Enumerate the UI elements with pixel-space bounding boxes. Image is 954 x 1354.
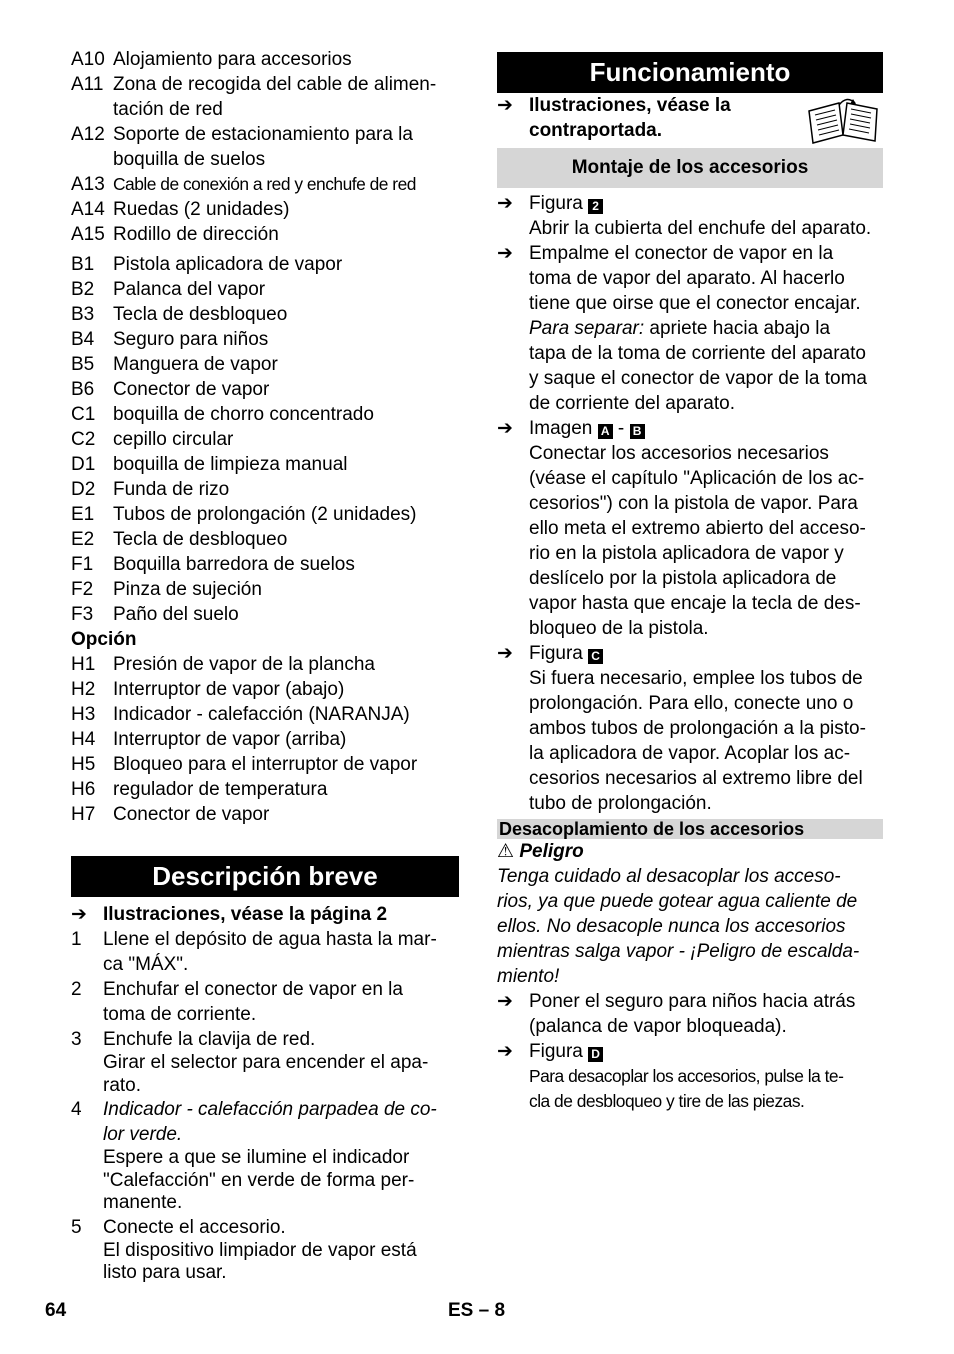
parts-row [71, 47, 459, 72]
option-heading: Opción [71, 629, 137, 650]
figure-ref-badge: A [598, 424, 613, 439]
part-code: B5 [71, 354, 95, 375]
empalme-item: ➔ Empalme el conector de vapor en la toma de vapor del aparato. Al hacerlo tiene que oirse que el conector encajar. Para separar: apriete hacia abajo la tapa de la toma de corriente del aparato y saque el conector de vapor de la toma de corriente del aparato. [497, 243, 867, 414]
part-code: D2 [71, 479, 96, 500]
parts-row [71, 452, 459, 477]
parts-row [71, 327, 459, 352]
part-text: Zona de recogida del cable de alimen- tación de red [113, 74, 437, 120]
step-item [71, 1097, 459, 1215]
parts-row [71, 352, 459, 377]
part-code: F2 [71, 579, 94, 600]
parts-row [71, 302, 459, 327]
imagen-item: ➔ Imagen A - B Conectar los accesorios necesarios (véase el capítulo "Aplicación de los ac- cesorios") con la pistola de vapor. Para ello meta el extremo abierto del acceso- rio en la pistola aplicadora de vapor y deslícelo por la pistola aplicadora de vapor hasta que encaje la tecla de des- bloqueo de la pistola. [497, 418, 866, 639]
step-number: 2 [71, 979, 82, 1000]
figure-ref-badge: B [630, 424, 645, 439]
parts-row [71, 222, 459, 247]
part-code: A15 [71, 224, 105, 245]
parts-row [71, 122, 459, 172]
part-text: Interruptor de vapor (arriba) [113, 729, 347, 750]
step-text: Enchufar el conector de vapor en la toma de corriente. [103, 979, 403, 1025]
descripcion-title: Descripción breve [71, 856, 459, 897]
step-detail: Girar el selector para encender el apa- rato. [103, 1052, 429, 1096]
parts-row [71, 427, 459, 452]
part-code: H2 [71, 679, 96, 700]
part-code: H1 [71, 654, 96, 675]
part-code: F1 [71, 554, 94, 575]
part-code: B3 [71, 304, 95, 325]
parts-row [71, 277, 459, 302]
part-text: Rodillo de dirección [113, 224, 279, 245]
part-code: B4 [71, 329, 95, 350]
parts-row [71, 677, 459, 702]
step-text: Enchufe la clavija de red. Girar el selector para encender el apa- rato. [103, 1027, 459, 1097]
step-number: 3 [71, 1029, 82, 1050]
parts-row [71, 702, 459, 727]
parts-row [71, 802, 459, 827]
step-text: Conecte el accesorio. El dispositivo limpiador de vapor está listo para usar. [103, 1215, 459, 1285]
part-code: A13 [71, 174, 105, 195]
part-code: H6 [71, 779, 96, 800]
parts-row [71, 602, 459, 627]
page-number: 64 [45, 1300, 67, 1321]
part-code: B2 [71, 279, 95, 300]
descripcion-ref: ➔ Ilustraciones, véase la página 2 [71, 904, 388, 925]
montaje-title: Montaje de los accesorios [497, 148, 883, 188]
step-number: 1 [71, 929, 82, 950]
part-code: H7 [71, 804, 96, 825]
part-text: Paño del suelo [113, 604, 239, 625]
part-text: Tecla de desbloqueo [113, 529, 288, 550]
step-item [71, 927, 459, 977]
right-column [497, 47, 883, 1114]
part-code: C2 [71, 429, 96, 450]
step-number: 5 [71, 1216, 82, 1238]
parts-row [71, 652, 459, 677]
peligro-heading: ⚠ Peligro [497, 841, 584, 862]
part-text: Pinza de sujeción [113, 579, 262, 600]
part-text: Ruedas (2 unidades) [113, 199, 290, 220]
part-text: Soporte de estacionamiento para la boquilla de suelos [113, 124, 413, 170]
part-code: B1 [71, 254, 95, 275]
parts-row [71, 727, 459, 752]
part-text: boquilla de limpieza manual [113, 454, 348, 475]
step-item [71, 1215, 459, 1285]
part-code: F3 [71, 604, 94, 625]
step-detail: El dispositivo limpiador de vapor está listo para usar. [103, 1239, 417, 1283]
parts-row [71, 552, 459, 577]
part-text: Bloqueo para el interruptor de vapor [113, 754, 418, 775]
parts-row [71, 752, 459, 777]
part-text: Indicador - calefacción (NARANJA) [113, 704, 410, 725]
parts-row [71, 502, 459, 527]
part-text: Conector de vapor [113, 379, 270, 400]
parts-list-h [71, 652, 459, 827]
arrow-right-icon: ➔ [497, 243, 513, 264]
arrow-right-icon: ➔ [497, 95, 513, 116]
step-number: 4 [71, 1099, 82, 1120]
parts-row [71, 72, 459, 122]
parts-row [71, 377, 459, 402]
part-code: D1 [71, 454, 96, 475]
parts-row [71, 172, 459, 197]
open-book-icon [803, 97, 883, 145]
desacople-title: Desacoplamiento de los accesorios [497, 819, 883, 839]
parts-row [71, 477, 459, 502]
figure-ref-badge: C [588, 649, 603, 664]
steps-list [71, 927, 459, 1285]
page-label: ES – 8 [448, 1300, 506, 1321]
left-column [71, 47, 459, 1285]
part-code: B6 [71, 379, 95, 400]
seguro-item: ➔ Poner el seguro para niños hacia atrás (palanca de vapor bloqueada). [497, 991, 856, 1037]
part-text: Manguera de vapor [113, 354, 278, 375]
part-code: H5 [71, 754, 96, 775]
parts-row [71, 577, 459, 602]
part-text: Interruptor de vapor (abajo) [113, 679, 345, 700]
figure-ref-badge: D [588, 1047, 603, 1062]
part-text: Seguro para niños [113, 329, 269, 350]
fig-d-item: ➔ Figura D Para desacoplar los accesorios, pulse la te- cla de desbloqueo y tire de las piezas. [497, 1039, 883, 1114]
figure-ref-badge: 2 [588, 199, 603, 214]
funcionamiento-ref: ➔ Ilustraciones, véase la contraportada. [497, 93, 883, 148]
part-code: H3 [71, 704, 96, 725]
part-text: cepillo circular [113, 429, 234, 450]
arrow-right-icon: ➔ [497, 1041, 513, 1062]
arrow-right-icon: ➔ [71, 904, 87, 925]
part-text: Tecla de desbloqueo [113, 304, 288, 325]
part-code: A14 [71, 199, 105, 220]
part-text: Funda de rizo [113, 479, 230, 500]
part-text: boquilla de chorro concentrado [113, 404, 374, 425]
part-text: Conector de vapor [113, 804, 270, 825]
step-status: Indicador - calefacción parpadea de co- lor verde. [103, 1099, 437, 1145]
parts-row [71, 402, 459, 427]
fig2-item: ➔ Figura 2 Abrir la cubierta del enchufe del aparato. [497, 193, 872, 239]
parts-list-b [71, 252, 459, 627]
peligro-text: Tenga cuidado al desacoplar los acceso- rios, ya que puede gotear agua caliente de ellos. No desacople nunca los accesorios mientras salga vapor - ¡Peligro de escalda- miento! [497, 866, 860, 987]
parts-row [71, 777, 459, 802]
step-text [103, 1097, 459, 1215]
part-text: Pistola aplicadora de vapor [113, 254, 343, 275]
parts-row [71, 197, 459, 222]
part-code: A12 [71, 124, 105, 145]
part-text: regulador de temperatura [113, 779, 328, 800]
part-text: Boquilla barredora de suelos [113, 554, 355, 575]
parts-list-a [71, 47, 459, 247]
step-item [71, 1027, 459, 1097]
part-code: H4 [71, 729, 96, 750]
warning-triangle-icon: ⚠ [497, 841, 515, 862]
arrow-right-icon: ➔ [497, 193, 513, 214]
part-text: Cable de conexión a red y enchufe de red [113, 174, 416, 194]
arrow-right-icon: ➔ [497, 418, 513, 439]
part-code: C1 [71, 404, 96, 425]
part-text: Presión de vapor de la plancha [113, 654, 375, 675]
part-text: Alojamiento para accesorios [113, 49, 352, 70]
funcionamiento-title: Funcionamiento [497, 52, 883, 93]
arrow-right-icon: ➔ [497, 991, 513, 1012]
fig-c-item: ➔ Figura C Si fuera necesario, emplee los tubos de prolongación. Para ello, conecte uno o ambos tubos de prolongación a la pisto- la aplicadora de vapor. Acoplar los ac- cesorios necesarios al extremo libre del tubo de prolongación. [497, 643, 866, 814]
step-text: Llene el depósito de agua hasta la mar- ca "MÁX". [103, 929, 437, 975]
parts-row [71, 252, 459, 277]
part-code: A10 [71, 49, 105, 70]
parts-row [71, 527, 459, 552]
part-code: A11 [71, 74, 104, 95]
step-item [71, 977, 459, 1027]
part-text: Tubos de prolongación (2 unidades) [113, 504, 417, 525]
arrow-right-icon: ➔ [497, 643, 513, 664]
part-code: E2 [71, 529, 95, 550]
part-text: Palanca del vapor [113, 279, 266, 300]
part-code: E1 [71, 504, 95, 525]
step-detail: Espere a que se ilumine el indicador "Calefacción" en verde de forma per- manente. [103, 1147, 415, 1213]
